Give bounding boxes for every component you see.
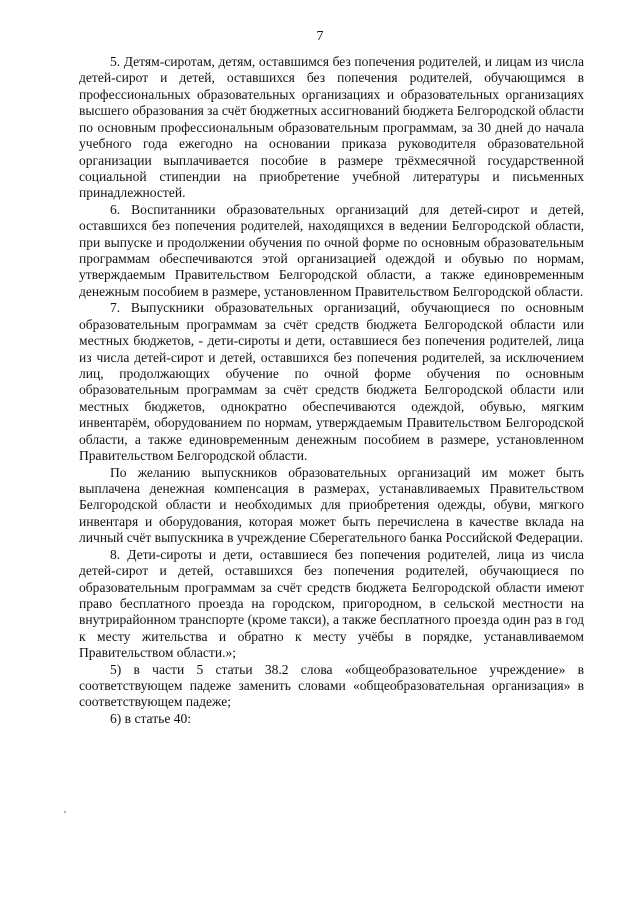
- paragraph-compensation: По желанию выпускников образовательных организаций им может быть выплачена денежная компенсация в размерах, устанавливаемых Правительством Белгородской области и необходимых для приобретения одежды, обуви, мягкого инвентаря и оборудования, которая может быть перечислена в качестве вклада на личный счёт выпускника в учреждение Сберегательного банка Российской Федерации.: [79, 464, 584, 546]
- page-number: 7: [316, 29, 324, 44]
- document-body: [79, 54, 584, 727]
- paragraph-item-7: 7. Выпускники образовательных организаций, обучающиеся по основным образовательным программам за счёт средств бюджета Белгородской области или местных бюджетов, - дети-сироты и дети, оставшиеся без попечения родителей, лица из числа детей-сирот и детей, оставшихся без попечения родителей, за исключением лиц, продолжающих обучение по очной форме обучения по основным образовательным программам за счёт средств бюджета Белгородской области или местных бюджетов, однократно обеспечиваются одеждой, обувью, мягким инвентарём, оборудованием по нормам, утверждаемым Правительством Белгородской области, а также единовременным денежным пособием в размере, установленном Правительством Белгородской области.: [79, 300, 584, 464]
- paragraph-item-8: 8. Дети-сироты и дети, оставшиеся без попечения родителей, лица из числа детей-сирот и детей, оставшихся без попечения родителей, обучающиеся по образовательным программам за счёт средств бюджета Белгородской области имеют право бесплатного проезда на городском, пригородном, в сельской местности на внутрирайонном транспорте (кроме такси), а также бесплатного проезда один раз в год к месту жительства и обратно к месту учёбы в порядке, устанавливаемом Правительством области.»;: [79, 546, 584, 661]
- paragraph-item-5: 5. Детям-сиротам, детям, оставшимся без попечения родителей, и лицам из числа детей-сирот и детей, оставшихся без попечения родителей, обучающимся в профессиональных образовательных организациях и образовательных организациях высшего образования за счёт бюджетных ассигнований бюджета Белгородской области по основным профессиональным образовательным программам, за 30 дней до начала учебного года ежегодно на основании приказа руководителя образовательной организации выплачивается пособие в размере трёхмесячной государственной социальной стипендии на приобретение учебной литературы и письменных принадлежностей.: [79, 54, 584, 201]
- paragraph-item-6: 6. Воспитанники образовательных организаций для детей-сирот и детей, оставшихся без попечения родителей, находящихся в ведении Белгородской области, при выпуске и продолжении обучения по очной форме по основным образовательным программам обеспечиваются этой организацией одеждой и обувью по нормам, утверждаемым Правительством Белгородской области, а также единовременным денежным пособием в размере, установленном Правительством Белгородской области.: [79, 201, 584, 299]
- paragraph-amendment-6: 6) в статье 40:: [110, 710, 192, 726]
- scan-speck: [64, 811, 66, 813]
- paragraph-amendment-5: 5) в части 5 статьи 38.2 слова «общеобразовательное учреждение» в соответствующем падеже заменить словами «общеобразовательная организация» в соответствующем падеже;: [79, 661, 584, 710]
